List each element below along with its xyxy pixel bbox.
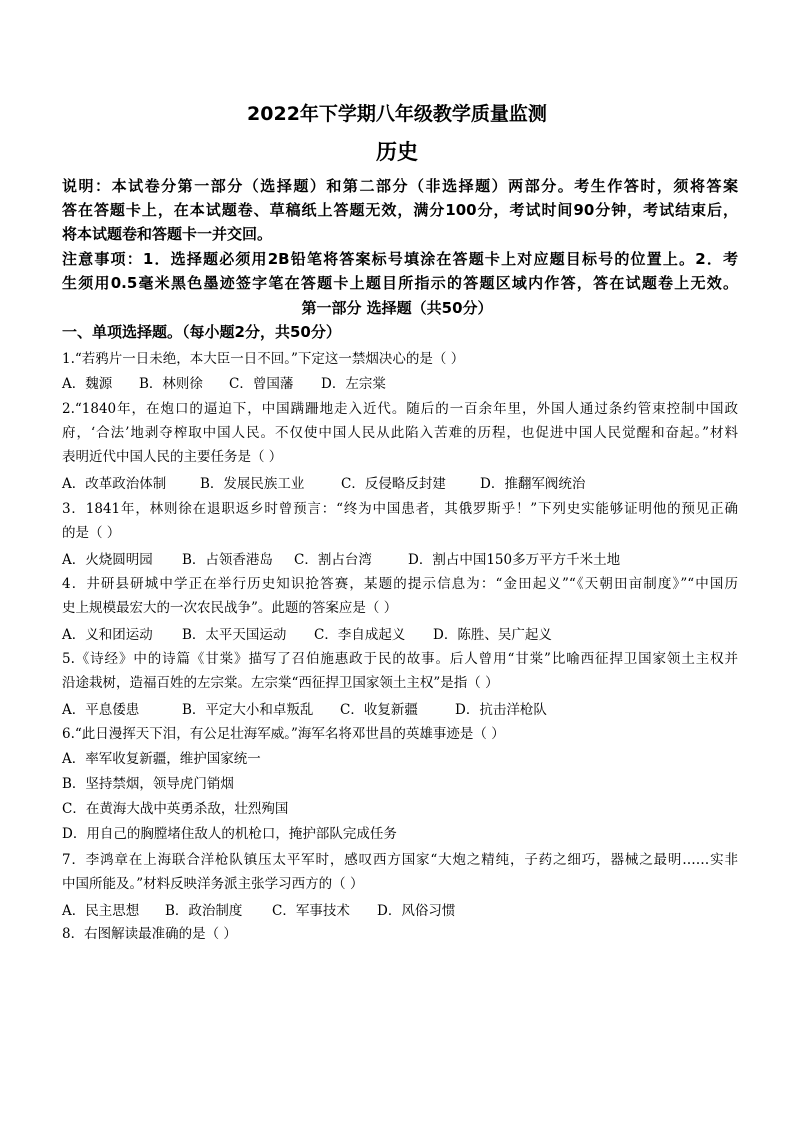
option-b: B．太平天国运动 [182,627,287,643]
option-d: D．用自己的胸膛堵住敌人的机枪口，掩护部队完成任务 [62,826,397,842]
question-text: 表明近代中国人民的主要任务是（ ） [62,449,283,465]
option-b: B．政治制度 [165,903,243,919]
option-a: A．火烧圆明园 [62,552,153,568]
option-d: D．抗击洋枪队 [455,702,547,718]
question-text: 的是（ ） [62,525,121,541]
option-a: A．义和团运动 [62,627,153,643]
option-a: A．率军收复新疆，维护国家统一 [62,751,261,767]
option-b: B．占领香港岛 [182,552,273,568]
question-text: 5.《诗经》中的诗篇《甘棠》描写了召伯施惠政于民的故事。后人曾用“甘棠”比喻西征捍卫国家领土主权并 [62,651,738,667]
question-text: 中国所能及。”材料反映洋务派主张学习西方的（ ） [62,876,364,892]
option-c: C．收复新疆 [340,702,418,718]
note-line: 生须用0.5毫米黑色墨迹签字笔在答题卡上题目所指示的答题区域内作答，答在试题卷上无效。 [62,274,738,292]
option-b: B．林则徐 [139,376,203,392]
question-text: 史上规模最宏大的一次农民战争”。此题的答案应是（ ） [62,600,398,616]
exam-subject: 历史 [376,140,418,164]
instruction-line: 将本试题卷和答题卡一并交回。 [62,225,273,243]
option-c: C．曾国藩 [229,376,294,392]
question-text: 8．右图解读最准确的是（ ） [62,926,237,942]
option-d: D．割占中国150多万平方千米土地 [408,552,621,568]
option-b: B．平定大小和卓叛乱 [182,702,314,718]
option-d: D．陈胜、吴广起义 [433,627,552,643]
option-c: C．反侵略反封建 [341,476,446,492]
note-line: 注意事项：1．选择题必须用2B铅笔将答案标号填涂在答题卡上对应题目标号的位置上。2．考 [62,250,738,268]
option-d: D．推翻军阀统治 [480,476,586,492]
question-text: 1.“若鸦片一日未绝，本大臣一日不回。”下定这一禁烟决心的是（ ） [62,351,465,367]
question-text: 沿途栽树，造福百姓的左宗棠。左宗棠“西征捍卫国家领土主权”是指（ ） [62,675,499,691]
instruction-line: 说明：本试卷分第一部分（选择题）和第二部分（非选择题）两部分。考生作答时，须将答案 [62,177,738,195]
exam-title: 2022年下学期八年级教学质量监测 [247,103,547,125]
question-text: 4．井研县研城中学正在举行历史知识抢答赛，某题的提示信息为：“金田起义”“《天朝田亩制度》”“中国历 [62,576,738,592]
question-text: 7．李鸿章在上海联合洋枪队镇压太平军时，感叹西方国家“大炮之精纯，子药之细巧，器械之最明……实非 [62,852,738,868]
option-d: D．左宗棠 [321,376,386,392]
question-text: 3．1841年，林则徐在退职返乡时曾预言：“终为中国患者，其俄罗斯乎！”下列史实能够证明他的预见正确 [62,501,738,517]
option-a: A．魏源 [62,376,113,392]
single-choice-header: 一、单项选择题。（每小题2分，共50分） [62,323,341,341]
option-c: C．李自成起义 [314,627,406,643]
question-text: 府，‘合法’地剥夺榨取中国人民。不仅使中国人民从此陷入苦难的历程，也促进中国人民觉醒和奋起。”材料 [62,425,738,441]
option-c: C．在黄海大战中英勇杀敌，壮烈殉国 [62,801,289,817]
part-one-header: 第一部分 选择题（共50分） [301,299,493,317]
option-a: A．平息倭患 [62,702,140,718]
option-b: B．发展民族工业 [200,476,305,492]
option-c: C．割占台湾 [294,552,372,568]
option-d: D．风俗习惯 [377,903,456,919]
question-text: 2.“1840年，在炮口的逼迫下，中国蹒跚地走入近代。随后的一百余年里，外国人通过条约管束控制中国政 [62,401,738,417]
instruction-line: 答在答题卡上，在本试题卷、草稿纸上答题无效，满分100分，考试时间90分钟，考试结束后， [62,201,738,219]
option-a: A．改革政治体制 [62,476,167,492]
option-a: A．民主思想 [62,903,140,919]
option-c: C．军事技术 [272,903,350,919]
option-b: B．坚持禁烟，领导虎门销烟 [62,776,234,792]
question-text: 6.“此日漫挥天下泪，有公足壮海军威。”海军名将邓世昌的英雄事迹是（ ） [62,726,505,742]
